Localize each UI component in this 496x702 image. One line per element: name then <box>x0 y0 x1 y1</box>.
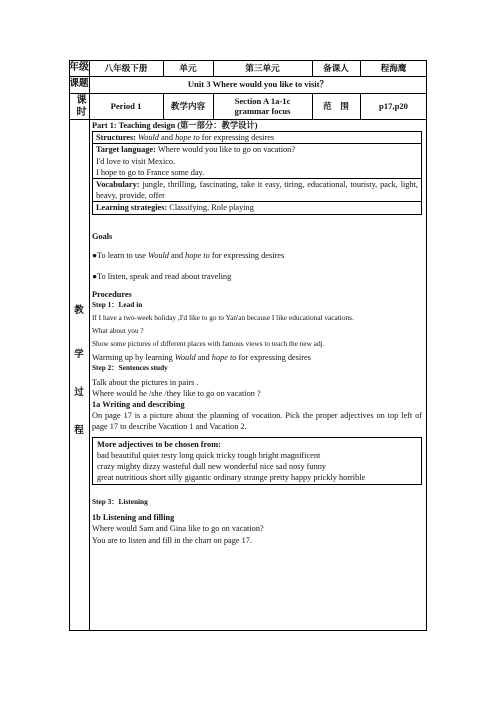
target-line-1: Where would you like to go on vacation? <box>157 145 296 155</box>
structures-hope-to: hope to <box>175 133 200 143</box>
structures-row <box>93 132 421 144</box>
adjectives-title: More adjectives to be chosen from: <box>97 439 221 449</box>
goal-1-post: for expressing desires <box>209 250 285 260</box>
warming-pre: Warming up by learning <box>92 352 175 362</box>
pages-value: p17,p20 <box>379 100 408 111</box>
period-label: 课时 <box>74 94 85 118</box>
step-3: Step 3：Listening <box>92 497 148 507</box>
unit-value: 第三单元 <box>245 62 280 73</box>
structures-and: and <box>158 133 176 143</box>
strategies-text: Classifying, Role playing <box>169 203 254 213</box>
unit-label: 单元 <box>179 62 197 73</box>
goal-2: ●To listen, speak and read about traveling <box>92 271 232 281</box>
lesson-content <box>92 120 422 546</box>
warming-and: and <box>195 352 212 362</box>
step-1: Step 1：Lead in <box>92 300 143 310</box>
process-label-guo: 过 <box>74 388 84 398</box>
lead-in-text-3: Show some pictures of different places with famous views to teach the new adj. <box>92 338 325 348</box>
heading-1a: 1a Writing and describing <box>92 400 185 410</box>
warming-up <box>92 352 422 363</box>
process-label-xue: 学 <box>74 350 84 360</box>
goal-1-and: and <box>168 250 186 260</box>
structures-would: Would <box>138 133 159 143</box>
target-row <box>93 144 421 179</box>
topic-label: 课题 <box>69 78 89 89</box>
strategies-label: Learning strategies: <box>96 203 170 213</box>
grade-value: 八年级下册 <box>104 62 148 73</box>
period-value: Period 1 <box>110 100 142 111</box>
warming-post: for expressing desires <box>236 352 311 362</box>
text-1a: On page 17 is a picture about the planning of vocation. Pick the proper adjectives on top left of page 17 to describe Vacation 1 and Vacation 2. <box>92 411 422 432</box>
instruction-1b: You are to listen and fill in the chart on page 17. <box>92 535 252 545</box>
goal-1-pre: ●To learn to use <box>92 250 149 260</box>
target-label: Target language: <box>96 145 158 155</box>
lead-in-text-1: If I have a two-week holiday ,I'd like to go to Yan'an because I like educational vacations. <box>92 313 354 323</box>
range-label: 范 围 <box>323 100 349 111</box>
grade-label: 年级 <box>69 62 89 73</box>
step-2: Step 2：Sentences study <box>92 362 168 372</box>
structures-label: Structures: <box>96 133 139 143</box>
section-line-2: grammar focus <box>234 106 291 116</box>
vocabulary-label: Vocabulary: <box>96 179 143 189</box>
procedures-title: Procedures <box>92 290 132 300</box>
goal-1-would: Would <box>148 250 169 260</box>
process-label-cheng: 程 <box>74 426 84 436</box>
talk-text: Talk about the pictures in pairs . <box>92 377 199 387</box>
section-line-1: Section A 1a-1c <box>234 95 291 106</box>
vocabulary-row <box>93 179 421 202</box>
where-question: Where would he /she /they like to go on vacation ? <box>92 388 261 398</box>
question-1b: Where would Sam and Gina like to go on vacation? <box>92 524 264 534</box>
content-label: 教学内容 <box>170 100 206 111</box>
design-box <box>92 131 422 214</box>
strategies-row <box>93 202 421 213</box>
warming-would: Would <box>174 352 196 362</box>
process-label-jiao: 教 <box>74 306 84 316</box>
structures-rest: for expressing desires <box>199 133 275 143</box>
lead-in-text-2: What about you ? <box>92 325 144 335</box>
target-line-3: I hope to go to France some day. <box>96 167 205 177</box>
heading-1b: 1b Listening and filling <box>92 513 175 523</box>
goals-title: Goals <box>92 231 113 241</box>
adjectives-line-2: crazy mighty dizzy wasteful dull new wonderful nice sad nosy funny <box>97 461 327 471</box>
goal-1 <box>92 250 422 261</box>
target-line-2: I'd love to visit Mexico. <box>96 156 176 166</box>
section-value <box>213 93 312 119</box>
topic-value: Unit 3 Where would you like to visit？ <box>187 79 329 90</box>
col-divider <box>89 60 90 631</box>
part1-title: Part 1: Teaching design (第一部分：教学设计) <box>92 121 258 130</box>
vocabulary-text: jungle, thrilling, fascinating, take it easy, tiring, educational, touristy, pack, light, heavy, provide, offer <box>96 179 418 201</box>
adjectives-line-3: great nutritious short silly gigantic ordinary strange pretty happy prickly horrible <box>97 473 366 483</box>
goal-1-hope-to: hope to <box>185 250 210 260</box>
teacher-value: 程海鹰 <box>380 62 407 73</box>
adjectives-box <box>92 437 422 486</box>
warming-hope-to: hope to <box>211 352 237 362</box>
adjectives-line-1: bad beautiful quiet testy long quick tricky tough bright magnificent <box>97 450 321 460</box>
teacher-label: 备课人 <box>323 62 349 73</box>
